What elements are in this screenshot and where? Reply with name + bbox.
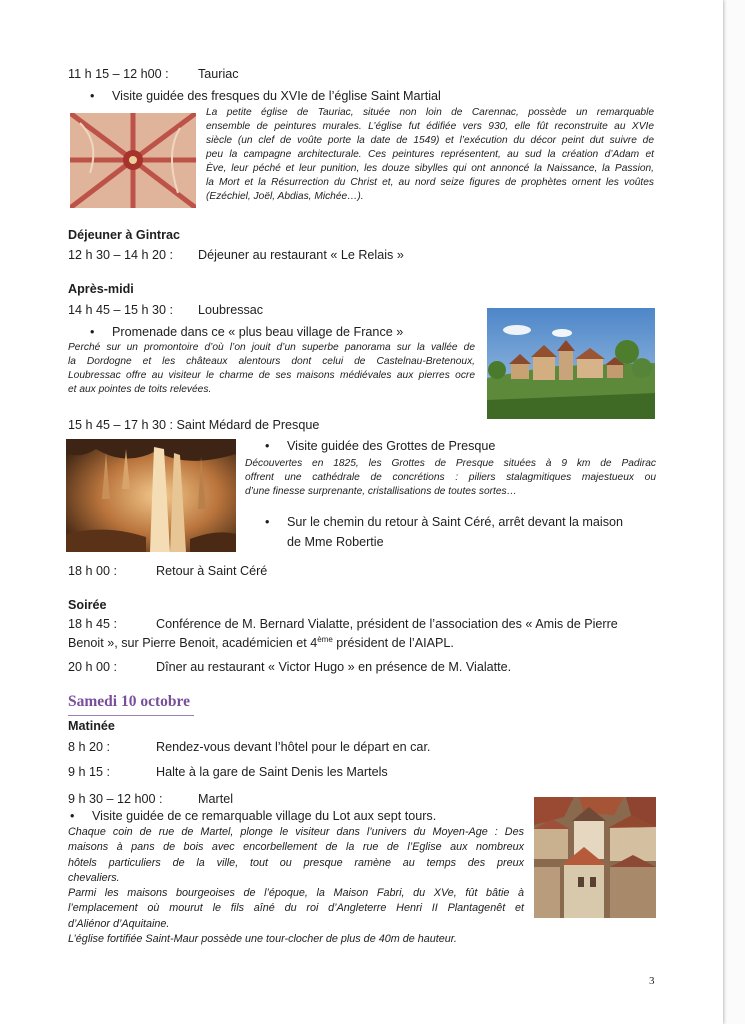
- retour-time: 18 h 00 :: [68, 564, 118, 578]
- conference-line-2: [68, 635, 454, 651]
- martel-desc-line: maisons à pans de bois avec encorbellement de la rue de l’Eglise aux nombreux: [68, 841, 524, 854]
- robertie-bullet: [287, 512, 623, 552]
- page-number: 3: [649, 975, 655, 987]
- apres-midi-heading: Après-midi: [68, 282, 134, 296]
- martel-time: 9 h 30 – 12 h00 :: [68, 792, 163, 806]
- loubressac-desc-line: Perché sur un promontoire d’où l’on jouit d’un superbe panorama sur la vallée de: [68, 342, 475, 353]
- conference-superscript: ème: [317, 634, 333, 644]
- conference-time: 18 h 45 :: [68, 617, 118, 631]
- retour-text: Retour à Saint Céré: [156, 564, 268, 578]
- tauriac-description: [206, 106, 654, 204]
- rdv-time: 8 h 20 :: [68, 740, 111, 754]
- loubressac-village-photo: [487, 308, 655, 419]
- martel-desc-line: hôtels particuliers de la ville, tout ou presque ramène au temps des preux: [68, 856, 524, 869]
- dejeuner-time: 12 h 30 – 14 h 20 :: [68, 248, 174, 262]
- rdv-text: Rendez-vous devant l’hôtel pour le départ en car.: [156, 740, 431, 754]
- tauriac-desc-line: la Mort et la Résurrection du Christ et, au nord seize figures de prophètes ornent les voûtes: [206, 177, 654, 188]
- tauriac-desc-line: (Ezéchiel, Joël, Abdias, Michée…).: [206, 191, 364, 202]
- martel-desc-line: L’église fortifiée Saint-Maur possède une tour-clocher de plus de 40m de hauteur.: [68, 933, 457, 946]
- tauriac-desc-line: peu la campagne architecturale. Ces peintures représentent, au sud la création d’Adam et: [206, 149, 654, 160]
- loubressac-desc-line: et aux pointes de toits relevées.: [68, 384, 212, 395]
- tauriac-desc-line: Ève, leur péché et leur punition, les douze sibylles qui ont annoncé la Naissance, la Passion,: [206, 163, 654, 174]
- robertie-bullet-line: de Mme Robertie: [287, 535, 384, 549]
- loubressac-desc-line: Loubressac offre au visiteur le charme de ses maisons médiévales aux pierres ocre: [68, 370, 475, 381]
- loubressac-time: 14 h 45 – 15 h 30 :: [68, 303, 174, 317]
- dejeuner-heading: Déjeuner à Gintrac: [68, 228, 180, 242]
- dejeuner-text: Déjeuner au restaurant « Le Relais »: [198, 248, 404, 262]
- martel-town-photo: [534, 797, 656, 918]
- halte-text: Halte à la gare de Saint Denis les Martels: [156, 765, 388, 779]
- martel-desc-line: d’Aliénor d’Aquitaine.: [68, 917, 170, 930]
- conference-text: Benoit », sur Pierre Benoit, académicien et 4: [68, 636, 318, 650]
- grottes-presque-photo: [66, 439, 236, 552]
- presque-desc-line: Découvertes en 1825, les Grottes de Presque situées à 9 km de Padirac: [245, 458, 656, 469]
- martel-description: [68, 825, 524, 947]
- tauriac-time: 11 h 15 – 12 h00 :: [68, 67, 169, 81]
- martel-place: Martel: [198, 792, 233, 806]
- martel-bullet: • Visite guidée de ce remarquable village du Lot aux sept tours.: [92, 808, 436, 824]
- martel-desc-line: Parmi les maisons bourgeoises de l’époque, la Maison Fabri, du XVe, fût bâtie à: [68, 887, 524, 900]
- presque-bullet: • Visite guidée des Grottes de Presque: [287, 438, 495, 454]
- tauriac-desc-line: La petite église de Tauriac, située non loin de Carennac, possède un remarquable: [206, 107, 654, 118]
- tauriac-bullet: • Visite guidée des fresques du XVIe de l’église Saint Martial: [112, 88, 441, 104]
- loubressac-place: Loubressac: [198, 303, 264, 317]
- conference-line-1: Conférence de M. Bernard Vialatte, président de l’association des « Amis de Pierre: [156, 617, 618, 631]
- loubressac-description: [68, 341, 475, 397]
- presque-time-place: 15 h 45 – 17 h 30 : Saint Médard de Presque: [68, 418, 320, 432]
- robertie-bullet-line: • Sur le chemin du retour à Saint Céré, arrêt devant la maison: [287, 515, 624, 529]
- soiree-heading: Soirée: [68, 598, 107, 612]
- tauriac-desc-line: ensemble de peintures murales. L’église fut édifiée vers 930, elle fût reconstruite au XVIe: [206, 121, 654, 132]
- day-title-underline: [68, 715, 194, 716]
- matinee-heading: Matinée: [68, 719, 115, 733]
- conference-text: président de l’AIAPL.: [332, 636, 454, 650]
- presque-desc-line: d’une finesse surprenante, cristallisations de toutes sortes…: [245, 486, 517, 497]
- martel-desc-line: l’emplacement où mourut le fils aîné du roi d’Angleterre Henri II Plantagenêt et: [68, 902, 524, 915]
- tauriac-desc-line: siècle (un clef de voûte porte la date de 1549) et l’exécution du décor peint dut suivre de: [206, 135, 654, 146]
- martel-desc-line: chevaliers.: [68, 871, 120, 884]
- martel-desc-line: Chaque coin de rue de Martel, plonge le visiteur dans l’univers du Moyen-Age : Des: [68, 826, 524, 838]
- day-title: Samedi 10 octobre: [68, 693, 190, 710]
- presque-desc-line: offrent une cathédrale de concrétions : piliers stalagmitiques majestueux ou: [245, 472, 656, 483]
- presque-description: [245, 457, 656, 499]
- diner-text: Dîner au restaurant « Victor Hugo » en présence de M. Vialatte.: [156, 660, 512, 674]
- halte-time: 9 h 15 :: [68, 765, 111, 779]
- tauriac-place: Tauriac: [198, 67, 239, 81]
- diner-time: 20 h 00 :: [68, 660, 118, 674]
- loubressac-desc-line: la Dordogne et les châteaux alentours dont celui de Castelnau-Bretenoux,: [68, 356, 475, 367]
- tauriac-fresco-photo: [70, 113, 196, 208]
- loubressac-bullet: • Promenade dans ce « plus beau village de France »: [112, 324, 403, 340]
